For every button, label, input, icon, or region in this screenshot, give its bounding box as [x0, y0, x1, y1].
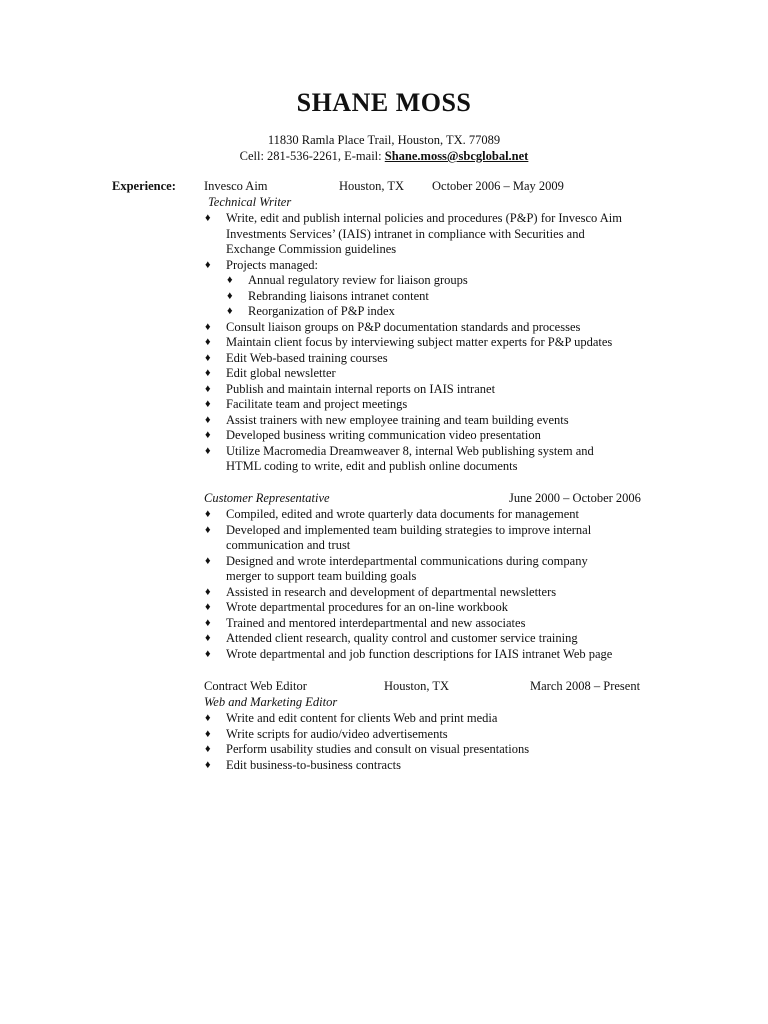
list-item: ♦ Annual regulatory review for liaison groups: [227, 273, 468, 287]
diamond-icon: ♦: [227, 305, 233, 317]
job2-dates: June 2000 – October 2006: [509, 491, 641, 505]
list-item: ♦ Edit business-to-business contracts: [205, 757, 401, 772]
diamond-icon: ♦: [205, 508, 211, 520]
list-item: ♦ Consult liaison groups on P&P documentation standards and processes: [205, 319, 581, 334]
projects-sublist: [226, 273, 624, 320]
diamond-icon: ♦: [205, 351, 211, 364]
list-item: ♦ Trained and mentored interdepartmental and new associates: [205, 615, 526, 630]
resume-name: SHANE MOSS: [296, 88, 472, 117]
diamond-icon: ♦: [205, 758, 211, 771]
list-item: ♦ Publish and maintain internal reports on IAIS intranet: [205, 381, 496, 396]
diamond-icon: ♦: [205, 212, 211, 224]
list-item: ♦ Utilize Macromedia Dreamweaver 8, internal Web publishing system and HTML coding to write, edit and publish online documents: [205, 443, 594, 473]
cell-phone-text: Cell: 281-536-2261, E-mail:: [239, 149, 385, 163]
diamond-icon: ♦: [227, 289, 233, 302]
diamond-icon: ♦: [205, 743, 211, 755]
list-item: ♦ Wrote departmental procedures for an on-line workbook: [205, 600, 509, 614]
list-item: ♦ Wrote departmental and job function descriptions for IAIS intranet Web page: [205, 646, 613, 661]
diamond-icon: ♦: [205, 413, 211, 426]
diamond-icon: ♦: [205, 382, 211, 395]
list-item: ♦ Assist trainers with new employee training and team building events: [205, 412, 569, 427]
diamond-icon: ♦: [205, 320, 211, 333]
diamond-icon: ♦: [205, 398, 211, 410]
list-item: ♦ Edit global newsletter: [205, 366, 336, 380]
diamond-icon: ♦: [205, 367, 211, 379]
diamond-icon: ♦: [205, 601, 211, 613]
list-item: ♦ Designed and wrote interdepartmental communications during company merger to support team building goals: [205, 553, 588, 583]
contact-line: [0, 149, 768, 164]
list-item: ♦ Compiled, edited and wrote quarterly data documents for management: [205, 507, 580, 521]
diamond-icon: ♦: [205, 712, 211, 724]
job3-company: Contract Web Editor: [204, 679, 307, 693]
job1-title: Technical Writer: [208, 195, 292, 209]
job2-title: Customer Representative: [204, 491, 330, 505]
job3-bullet-list: [204, 711, 644, 773]
diamond-icon: ♦: [205, 585, 211, 598]
list-item: ♦ Projects managed: ♦ Annual regulatory review for liaison groups ♦ Rebranding liaisons intranet content ♦ Reorganization of P&P index: [204, 258, 624, 320]
list-item: ♦ Rebranding liaisons intranet content: [227, 288, 429, 303]
diamond-icon: ♦: [227, 274, 233, 286]
diamond-icon: ♦: [205, 554, 211, 567]
diamond-icon: ♦: [205, 258, 211, 271]
diamond-icon: ♦: [205, 336, 211, 348]
list-item: ♦ Maintain client focus by interviewing subject matter experts for P&P updates: [205, 335, 613, 349]
job3-location: Houston, TX: [384, 679, 450, 693]
job1-dates: October 2006 – May 2009: [432, 179, 564, 193]
diamond-icon: ♦: [205, 647, 211, 660]
list-item: ♦ Reorganization of P&P index: [227, 304, 395, 318]
list-item: ♦ Attended client research, quality control and customer service training: [205, 631, 578, 645]
job2-bullet-list: [204, 507, 624, 662]
job3-title: Web and Marketing Editor: [204, 695, 338, 709]
job3-dates: March 2008 – Present: [530, 679, 641, 693]
diamond-icon: ♦: [205, 632, 211, 644]
list-item: ♦ Assisted in research and development of departmental newsletters: [205, 584, 557, 599]
diamond-icon: ♦: [205, 444, 211, 457]
list-item: ♦ Perform usability studies and consult on visual presentations: [205, 742, 530, 756]
job1-location: Houston, TX: [339, 179, 405, 193]
email-link[interactable]: Shane.moss@sbcglobal.net: [384, 149, 529, 163]
list-item: ♦ Write, edit and publish internal policies and procedures (P&P) for Invesco Aim Investments Services’ (IAIS) intranet in compliance with Securities and Exchange Commission guidelines: [205, 211, 622, 256]
diamond-icon: ♦: [205, 616, 211, 629]
list-item: ♦ Write and edit content for clients Web and print media: [205, 711, 498, 725]
job1-company: Invesco Aim: [204, 179, 268, 193]
diamond-icon: ♦: [205, 429, 211, 441]
list-item: ♦ Developed and implemented team building strategies to improve internal communication and trust: [205, 522, 592, 552]
experience-label: Experience:: [112, 179, 176, 193]
list-item: ♦ Edit Web-based training courses: [205, 350, 388, 365]
list-item: ♦ Write scripts for audio/video advertisements: [205, 726, 448, 741]
list-item: ♦ Developed business writing communication video presentation: [205, 428, 541, 442]
address-line: 11830 Ramla Place Trail, Houston, TX. 77089: [267, 133, 501, 147]
job1-bullet-list: [204, 211, 624, 475]
diamond-icon: ♦: [205, 727, 211, 740]
diamond-icon: ♦: [205, 523, 211, 536]
list-item: ♦ Facilitate team and project meetings: [205, 397, 408, 411]
